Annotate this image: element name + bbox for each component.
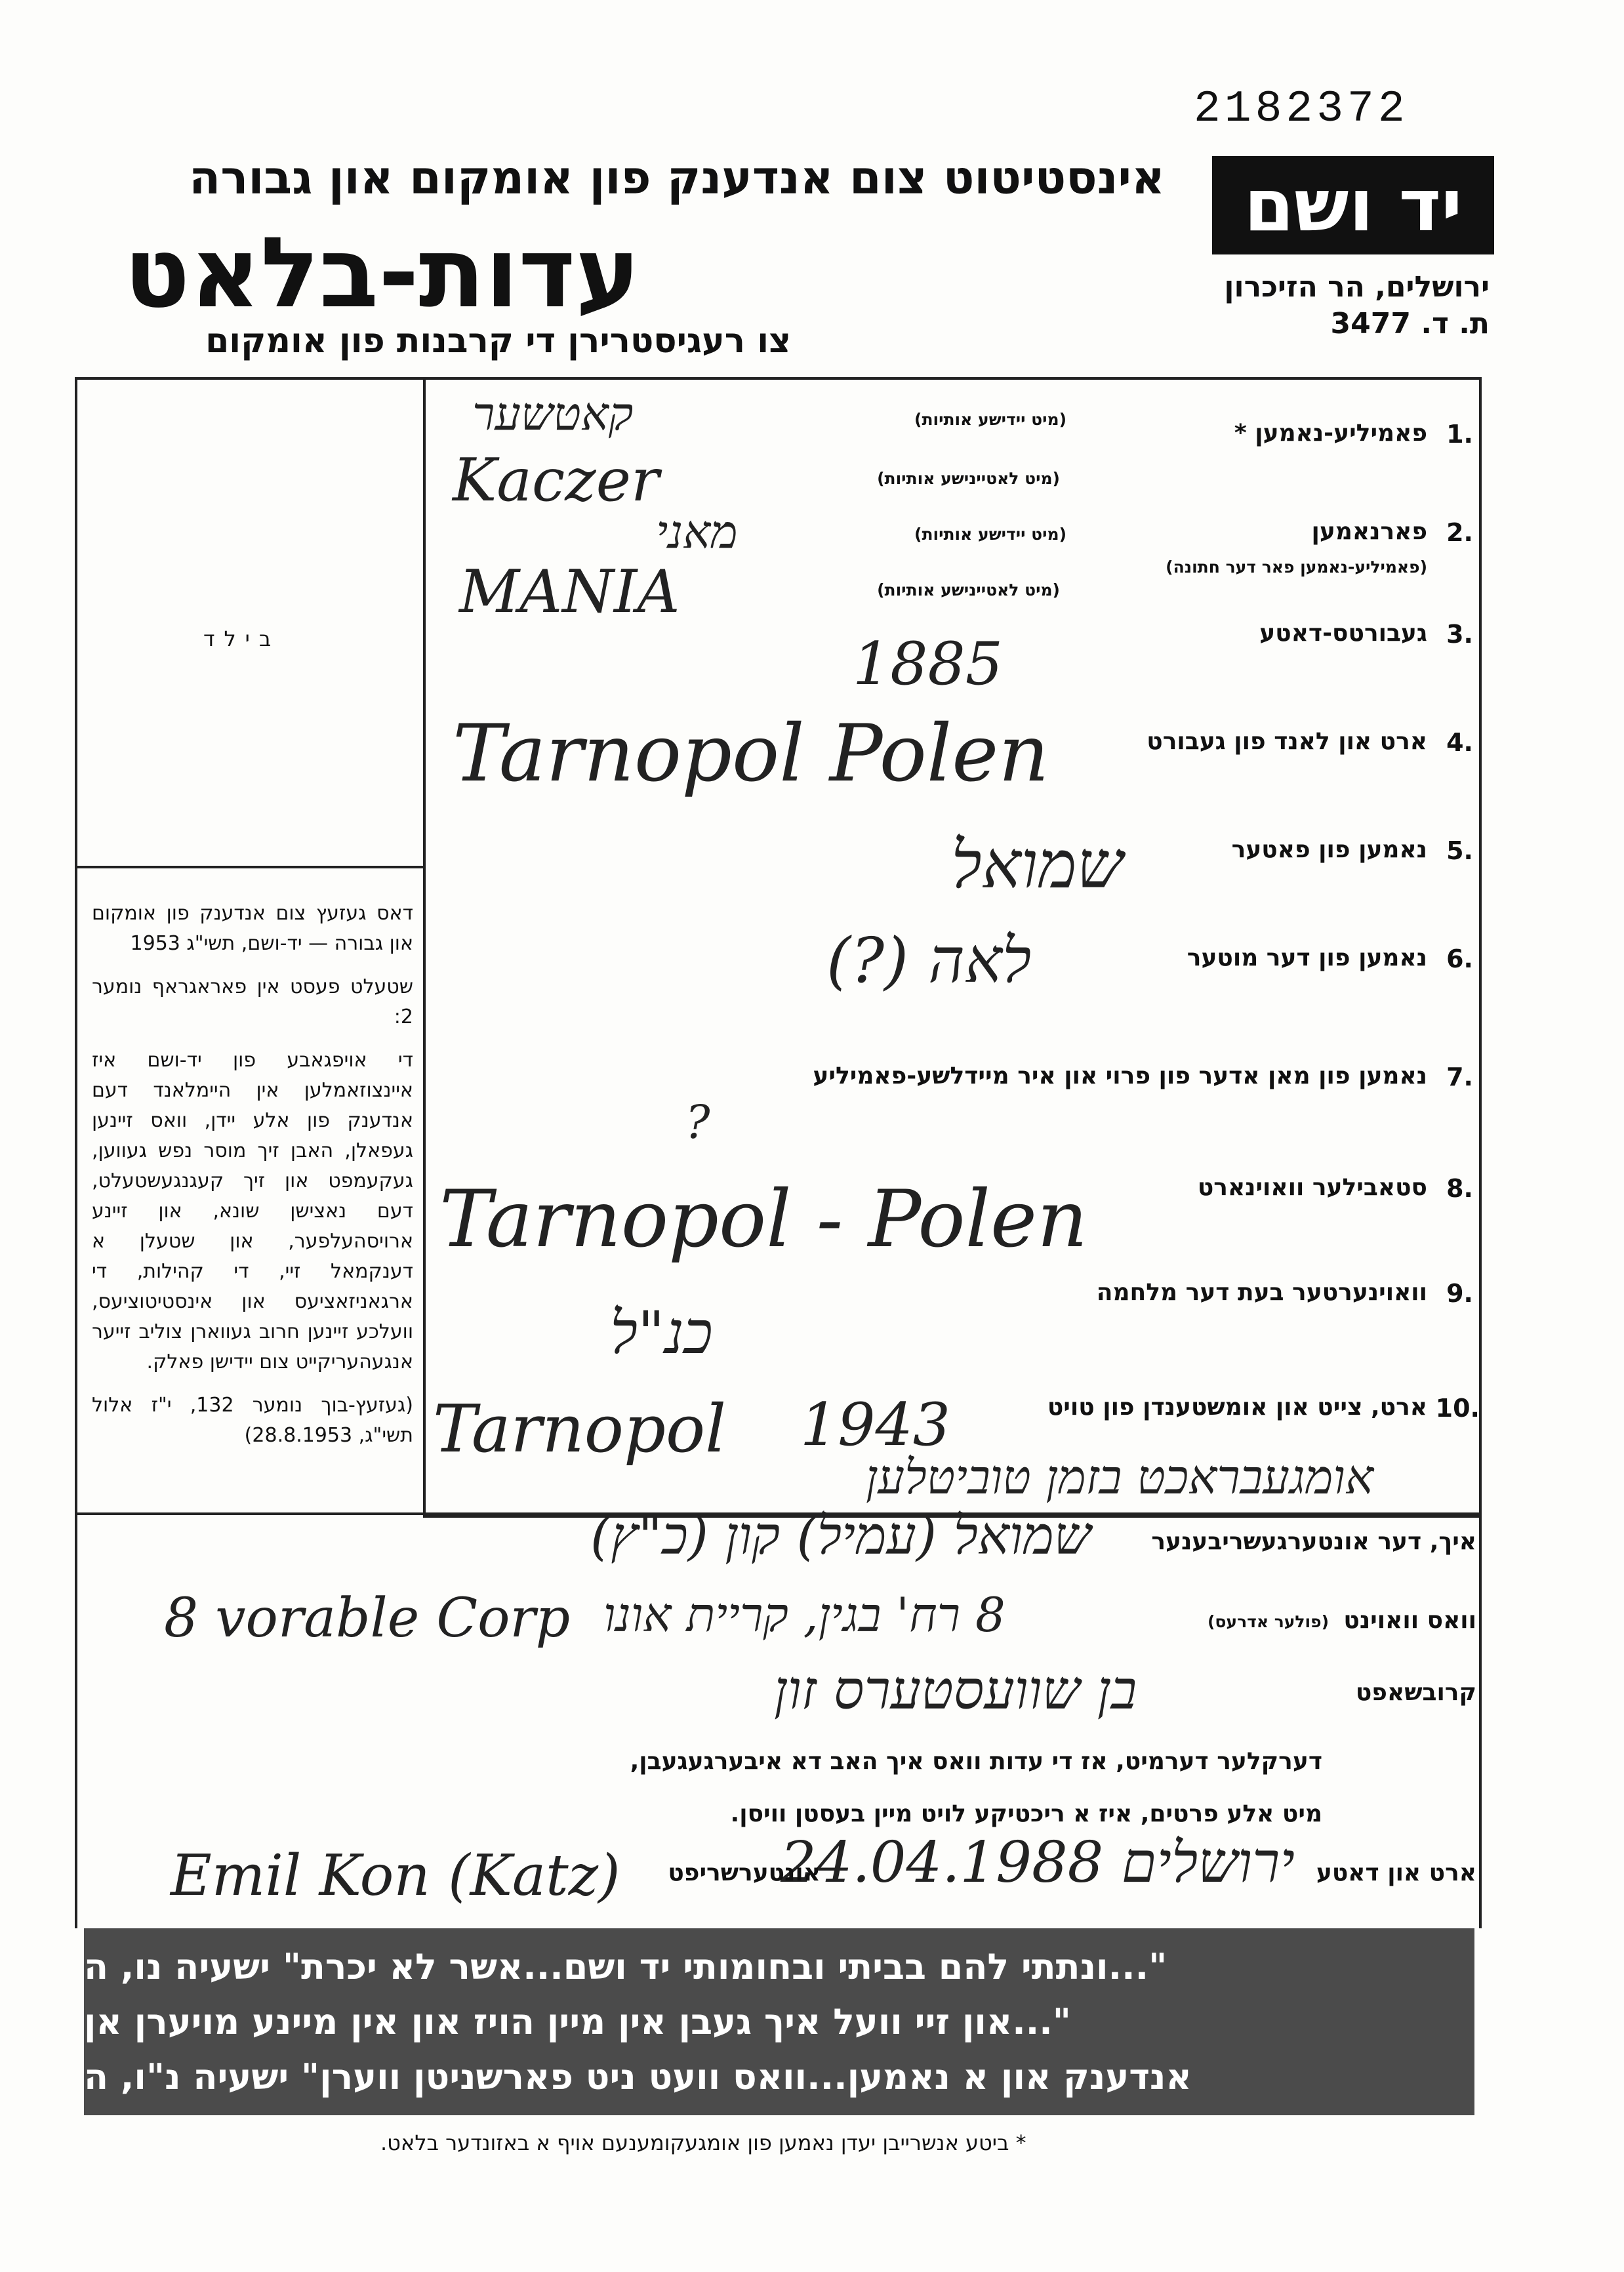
field-7-label: נאמען פון מאן אדער פון פרוי און איר מיידלשע-פאמיליע xyxy=(813,1063,1427,1089)
field-4-label: ארט און לאנד פון געבורט xyxy=(1147,728,1427,755)
field-6-value: לאה (?) xyxy=(826,925,1032,997)
field-8-label: סטאבילער וואוינארט xyxy=(1197,1174,1427,1201)
field-10-label: ארט, צייט און אומשטענדן פון טויט xyxy=(1047,1394,1427,1421)
address-line-1: ירושלים, הר הזיכרון xyxy=(1224,270,1490,304)
kinship-label: קרובשאפט xyxy=(1355,1679,1476,1706)
address-value-latin: 8 vorable Corp xyxy=(164,1587,571,1650)
field-2-label-maiden: (פאמיליע-נאמען פאר דער חתונה) xyxy=(1166,558,1427,577)
field-2-label: פארנאמען xyxy=(1311,518,1427,545)
field-8-value: Tarnopol - Polen xyxy=(439,1174,1088,1265)
submitter-label: איך, דער אונטערגעשריבענער xyxy=(1151,1528,1476,1555)
law-paragraph-4: (געזעץ-בוך נומער 132, י"ז אלול תשי"ג, 28.8.1953) xyxy=(92,1394,413,1447)
field-10-value-place: Tarnopol xyxy=(433,1390,727,1467)
law-paragraph-3: די אויפגאבע פון יד-ושם איז איינצוזאמלען אין היימלאנד דעם אנדענק פון אלע יידן, וואס זיינען געפאלן, האבן זיך מוסר נפש געווען, געקעמפט און זיך קעגנגעשטעלט, דעם נאצישן שונא, און זיינע ארויסהעלפער, און שטעלן א דענקמאל זיי, די קהילות, די ארגאניזאציעס און אינסטיטוציעס, וועלכע זיינען חרוב געווארן צוליב זייער אנגעהעריקייט צום יידישן פאלק. xyxy=(92,1049,413,1373)
date-label: ארט און דאטע xyxy=(1316,1859,1476,1886)
quote-banner xyxy=(84,1928,1474,2115)
declaration-line-1: דערקלער דערמיט, אז די עדות וואס איך האב דא איבערגעגעבן, xyxy=(630,1748,1322,1775)
signature-label: אונטערשריפט xyxy=(668,1859,821,1886)
kinship-value: בן שוועסטערס זון xyxy=(774,1659,1137,1722)
field-10-value-year: 1943 xyxy=(800,1390,951,1459)
field-10-value-note: אומגעבראכט בזמן טוביטלען xyxy=(866,1450,1374,1505)
field-4-number: 4. xyxy=(1446,728,1473,757)
signature-value: Emil Kon (Katz) xyxy=(171,1843,620,1909)
field-4-value: Tarnopol Polen xyxy=(453,708,1049,800)
field-5-label: נאמען פון פאטער xyxy=(1231,836,1427,863)
yad-vashem-logo: יד ושם xyxy=(1212,156,1494,254)
field-3-number: 3. xyxy=(1446,620,1473,649)
field-2-number: 2. xyxy=(1446,518,1473,547)
institute-name: אינסטיטוט צום אנדענק פון אומקום און גבורה xyxy=(189,151,1165,205)
date-value: ירושלים 24.04.1988 xyxy=(781,1830,1295,1896)
page-subtitle: צו רעגיסטרירן די קרבנות פון אומקום xyxy=(205,321,791,361)
page-title: עדות-בלאט xyxy=(124,216,640,329)
field-2-value-yiddish: מאני xyxy=(656,505,738,559)
submitter-value: שמואל (עמיל) קון (כ"ץ) xyxy=(590,1505,1091,1566)
address-block xyxy=(1224,269,1490,342)
banner-line-3: אנדענק און א נאמען...וואס וועט ניט פארשניטן ווערן" ישעיה נ"ו, ה xyxy=(84,2056,1192,2098)
field-3-label: געבורטס-דאטע xyxy=(1259,620,1427,647)
field-6-label: נאמען פון דער מוטער xyxy=(1187,944,1427,971)
field-1-hint-yiddish: (מיט יידישע אותיות) xyxy=(914,410,1066,429)
address-label: וואס וואוינט xyxy=(1343,1607,1476,1634)
field-9-value: כנ"ל xyxy=(610,1299,713,1368)
footnote: * ביטע אנשרייבן יעדן נאמען פון אומגעקומענעם אויף א באזונדער בלאט. xyxy=(380,2130,1026,2155)
field-1-value-latin: Kaczer xyxy=(453,446,659,515)
law-paragraph-2: שטעלט פעסט אין פאראגראף נומער 2: xyxy=(92,975,413,1028)
document-number: 2182372 xyxy=(1194,84,1409,134)
declaration-line-2: מיט אלע פרטים, איז א ריכטיקע לויט מיין בעסטן וויסן. xyxy=(730,1800,1322,1827)
field-2-hint-latin: (מיט לאטיינישע אותיות) xyxy=(877,580,1060,599)
field-9-number: 9. xyxy=(1446,1279,1473,1308)
field-2-hint-yiddish: (מיט יידישע אותיות) xyxy=(914,525,1066,544)
law-paragraph-1: דאס געזעץ צום אנדענק פון אומקום און גבורה — יד-ושם, תשי"ג 1953 xyxy=(92,902,413,955)
field-10-number: 10. xyxy=(1435,1394,1480,1423)
address-line-2: ת. ד. 3477 xyxy=(1330,307,1490,340)
field-7-number: 7. xyxy=(1446,1063,1473,1091)
field-6-number: 6. xyxy=(1446,944,1473,973)
field-2-value-latin: MANIA xyxy=(459,558,680,626)
field-5-value: שמואל xyxy=(951,826,1124,903)
address-hint: (פולער אדרעס) xyxy=(1208,1612,1329,1631)
field-9-label: וואוינערטער בעת דער מלחמה xyxy=(1096,1279,1427,1306)
banner-line-2: "...און זיי וועל איך געבן אין מיין הויז און אין מיינע מויערן אן xyxy=(84,2000,1071,2042)
photo-divider xyxy=(75,866,424,868)
law-text xyxy=(92,899,413,1464)
field-3-value: 1885 xyxy=(853,630,1004,699)
banner-line-1: "...ונתתי להם בביתי ובחומותי יד ושם...אשר לא יכרת" ישעיה נו, ה xyxy=(84,1945,1167,1987)
photo-label: בילד xyxy=(203,626,281,651)
column-divider xyxy=(423,377,426,1515)
field-1-value-yiddish: קאטשער xyxy=(472,387,634,441)
field-5-number: 5. xyxy=(1446,836,1473,865)
field-8-number: 8. xyxy=(1446,1174,1473,1203)
field-1-number: 1. xyxy=(1446,420,1473,449)
address-value: 8 רח' בגין, קריית אונו xyxy=(603,1587,1005,1642)
field-1-hint-latin: (מיט לאטיינישע אותיות) xyxy=(877,469,1060,488)
field-7-value: ? xyxy=(685,1095,710,1149)
field-1-label: פאמיליע-נאמען * xyxy=(1234,420,1427,447)
